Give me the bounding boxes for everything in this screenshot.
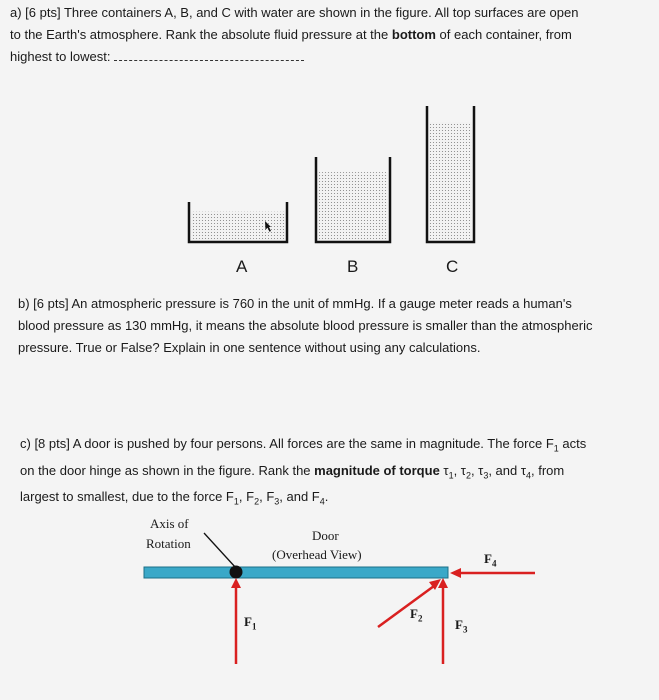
f-sub-1: 1 <box>233 496 239 507</box>
door-bar <box>144 567 448 578</box>
part-c-line-3-pre: largest to smallest, due to the force F <box>20 489 234 505</box>
force-f1-sub: 1 <box>251 621 257 632</box>
part-b-line-2: blood pressure as 130 mmHg, it means the absolute blood pressure is smaller than the atmospheric <box>18 318 593 333</box>
container-b-label: B <box>347 257 359 276</box>
container-c-label: C <box>446 257 459 276</box>
part-c-line-2-pre: on the door hinge as shown in the figure. Rank the <box>20 462 315 478</box>
container-a-water <box>191 212 285 241</box>
hinge-dot <box>230 566 243 579</box>
force-f1-arrow <box>231 578 241 664</box>
part-b-line-1: b) [6 pts] An atmospheric pressure is 760 in the unit of mmHg. If a gauge meter reads a human's <box>18 296 572 311</box>
part-a-bold-bottom: bottom <box>391 27 436 42</box>
force-f4-arrow <box>450 568 535 578</box>
container-b-water <box>318 172 388 241</box>
f-sub-3: 3 <box>274 496 280 507</box>
part-a-line-2-post: of each container, from <box>435 27 572 42</box>
part-c-line-2: on the door hinge as shown in the figure. Rank the magnitude of torque $\tau_1$, $\tau_2$, $\tau_3$, and $\tau_4$, from <box>20 462 565 481</box>
force-f4-label: $F_4$ <box>484 551 497 569</box>
axis-label-1: Axis of <box>150 516 189 531</box>
container-b <box>316 157 390 242</box>
container-a-label: A <box>236 257 248 276</box>
force-f3-sub: 3 <box>462 624 468 635</box>
part-c-line-1-post: acts <box>558 436 587 451</box>
part-c-tau-1-sym: τ <box>439 462 449 478</box>
container-a <box>189 202 287 242</box>
f-sub-4: 4 <box>319 496 325 507</box>
part-c-line-3: largest to smallest, due to the force $F_1$, $F_2$, $F_3$, and $F_4$. <box>20 489 329 507</box>
part-c-line-2-end: , from <box>531 462 565 478</box>
part-c-bold-torque: magnitude of torque <box>314 462 440 478</box>
force-f3-label: $F_3$ <box>455 617 468 635</box>
container-c-water <box>429 122 472 241</box>
part-c-line-3-end: . <box>324 489 329 505</box>
force-f3-arrow <box>438 578 448 664</box>
part-c-line-1 <box>20 433 586 460</box>
part-a-line-1: a) [6 pts] Three containers A, B, and C with water are shown in the figure. All top surfaces are open <box>10 5 579 20</box>
part-c-line-1-sub: 1 <box>553 443 559 454</box>
door-label-1: Door <box>312 528 339 543</box>
part-a-line-3-text: highest to lowest: <box>10 49 111 64</box>
door-label-2: (Overhead View) <box>272 547 362 562</box>
force-f2-sub: 2 <box>417 613 423 624</box>
tau-sub-4: 4 <box>526 470 532 481</box>
axis-label-2: Rotation <box>146 536 191 551</box>
container-c <box>427 106 474 242</box>
part-b-text <box>18 293 592 359</box>
part-c-text <box>20 433 586 513</box>
tau-sub-3: 3 <box>483 470 489 481</box>
tau-sub-1: 1 <box>448 470 454 481</box>
f-sub-2: 2 <box>254 496 260 507</box>
tau-sub-2: 2 <box>465 470 471 481</box>
force-f1-label: $F_1$ <box>244 614 257 632</box>
part-b-line-3: pressure. True or False? Explain in one sentence without using any calculations. <box>18 340 481 355</box>
force-f2-label: $F_2$ <box>410 606 423 624</box>
part-c-line-1-pre: c) [8 pts] A door is pushed by four persons. All forces are the same in magnitude. The force F <box>20 436 554 451</box>
part-a-line-2-pre: to the Earth's atmosphere. Rank the absolute fluid pressure at the <box>10 27 392 42</box>
axis-pointer-line <box>204 533 236 568</box>
force-f4-sub: 4 <box>491 558 497 569</box>
